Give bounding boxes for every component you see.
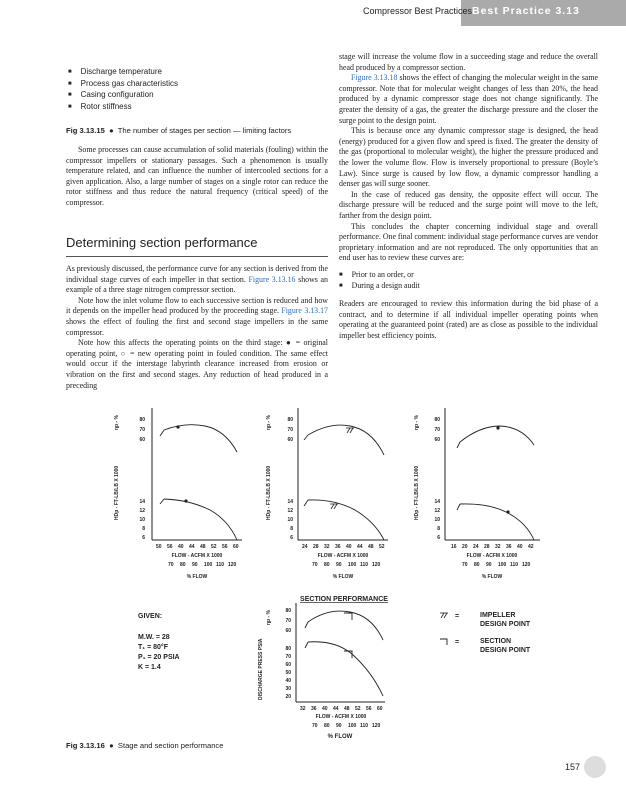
tick-label: 24 bbox=[302, 544, 308, 550]
tick-label: 6 bbox=[142, 535, 145, 541]
figure-link[interactable]: Figure 3.13.16 bbox=[248, 274, 296, 284]
tick-label: 80 bbox=[180, 562, 186, 568]
section-tag: Best Practice 3.13 bbox=[472, 5, 580, 17]
section-design-point-icon bbox=[440, 639, 447, 645]
tick-label: 36 bbox=[506, 544, 512, 550]
tick-label: 56 bbox=[222, 544, 228, 550]
given-value: P₁ = 20 PSIA bbox=[138, 654, 180, 661]
tick-label: 32 bbox=[495, 544, 501, 550]
surge-line bbox=[304, 435, 308, 440]
caption-text: The number of stages per section — limiting factors bbox=[117, 126, 292, 135]
tick-label: 70 bbox=[434, 427, 440, 433]
percent-flow-label: % FLOW bbox=[481, 574, 503, 580]
tick-label: 70 bbox=[462, 562, 468, 568]
figure-link[interactable]: Figure 3.13.18 bbox=[351, 73, 398, 83]
tick-label: 48 bbox=[368, 544, 374, 550]
tick-label: 90 bbox=[486, 562, 492, 568]
heading-rule bbox=[66, 256, 328, 257]
tick-label: 80 bbox=[434, 417, 440, 423]
tick-label: 80 bbox=[474, 562, 480, 568]
operating-point bbox=[176, 425, 179, 428]
head-curve bbox=[164, 499, 237, 540]
pressure-axis-label: DISCHARGE PRESS PSIA bbox=[258, 638, 264, 700]
paragraph: Some processes can cause accumulation of solid materials (fouling) within the compressor impellers or stationary passages. Such a phenomenon is usually temperature related, and can influence the number of intercooled sections for a given application. Also, a large number of stages on a single rotor can reduce the rotor stiffness and thus reduce the natural frequency (critical speed) of the compressor. bbox=[66, 145, 328, 207]
efficiency-axis-label: ηp - % bbox=[266, 415, 272, 430]
head-axis-label: HDp - FT-LB/LB X 1000 bbox=[414, 465, 420, 520]
tick-label: 120 bbox=[372, 562, 381, 568]
tick-label: 80 bbox=[285, 646, 291, 652]
tick-label: 70 bbox=[139, 427, 145, 433]
tick-label: 6 bbox=[437, 535, 440, 541]
tick-label: 80 bbox=[324, 723, 330, 729]
operating-point bbox=[184, 499, 187, 502]
tick-label: 110 bbox=[360, 562, 369, 568]
tick-label: 80 bbox=[287, 417, 293, 423]
head-axis-label: HDp - FT-LB/LB X 1000 bbox=[114, 465, 120, 520]
tick-label: 40 bbox=[346, 544, 352, 550]
tick-label: 20 bbox=[285, 694, 291, 700]
tick-label: 8 bbox=[142, 526, 145, 532]
efficiency-axis-label: ηp - % bbox=[414, 415, 420, 430]
tick-label: 14 bbox=[139, 499, 145, 505]
paragraph: This concludes the chapter concerning individual stage and overall performance. One final comment: individual stage performance curves are vendor proprietary information and are not reproduced. The only opportunities that an end user has to review these curves are: bbox=[339, 221, 598, 263]
tick-label: 60 bbox=[285, 662, 291, 668]
figure-link[interactable]: Figure 3.13.17 bbox=[281, 306, 328, 316]
tick-label: 24 bbox=[473, 544, 479, 550]
efficiency-curve bbox=[308, 425, 384, 455]
tick-label: 48 bbox=[200, 544, 206, 550]
left-column-top bbox=[66, 145, 328, 209]
tick-label: 48 bbox=[344, 706, 350, 712]
list-item: ■ Rotor stiffness bbox=[68, 102, 178, 114]
tick-label: 60 bbox=[377, 706, 383, 712]
tick-label: 60 bbox=[139, 437, 145, 443]
tick-label: 70 bbox=[287, 427, 293, 433]
caption-text: Stage and section performance bbox=[117, 741, 224, 750]
paragraph: stage will increase the volume flow in a succeeding stage and reduce the overall head produced by a compressor section. bbox=[339, 52, 598, 72]
surge-line bbox=[305, 622, 308, 628]
tick-label: 44 bbox=[189, 544, 195, 550]
paragraph: This is because once any dynamic compressor stage is designed, the head (energy) produced for a given flow and speed is fixed. The greater the density of the gas (proportional to molecular weight), the higher the pressure produced and the lower the volume flow. Flow is inversely proportional to pressure (Boyle’s Law). Since surge is caused by low flow, a dynamic compressor handling a denser gas will surge sooner. bbox=[339, 126, 598, 189]
tick-label: 12 bbox=[287, 508, 293, 514]
legend-label: SECTION DESIGN POINT bbox=[480, 638, 531, 654]
tick-label: 110 bbox=[510, 562, 519, 568]
given-value: K = 1.4 bbox=[138, 664, 161, 671]
tick-label: 40 bbox=[178, 544, 184, 550]
tick-label: 60 bbox=[434, 437, 440, 443]
tick-label: 100 bbox=[498, 562, 507, 568]
tick-label: 70 bbox=[168, 562, 174, 568]
tick-label: 8 bbox=[437, 526, 440, 532]
tick-label: 80 bbox=[285, 608, 291, 614]
figure-caption-15: Fig 3.13.15 ● The number of stages per section — limiting factors bbox=[66, 126, 292, 135]
tick-label: 6 bbox=[290, 535, 293, 541]
section-efficiency-curve bbox=[308, 611, 383, 640]
list-item: ■ Prior to an order, or bbox=[339, 270, 598, 282]
tick-label: 10 bbox=[434, 517, 440, 523]
figure-caption-16: Fig 3.13.16 ● Stage and section performance bbox=[66, 741, 224, 750]
operating-point bbox=[506, 510, 509, 513]
stage-chart-2 bbox=[266, 408, 388, 580]
impeller-design-point-marker bbox=[330, 504, 338, 509]
list-item: ■ During a design audit bbox=[339, 281, 598, 293]
page-number: 157 bbox=[565, 762, 581, 772]
tick-label: 60 bbox=[233, 544, 239, 550]
tick-label: 52 bbox=[211, 544, 217, 550]
tick-label: 20 bbox=[462, 544, 468, 550]
paragraph: Note how the inlet volume flow to each successive section is reduced and how it depends on the impeller head produced by the proceeding stage. Figure 3.13.17 shows the effect of fouling the first and second stage impellers in the same compressor. bbox=[66, 295, 328, 337]
tick-label: 60 bbox=[285, 628, 291, 634]
surge-line bbox=[457, 442, 460, 448]
tick-label: 110 bbox=[360, 723, 369, 729]
percent-flow-label: % FLOW bbox=[327, 734, 353, 740]
stage-and-section-performance-figure bbox=[0, 400, 626, 770]
stage-chart-3 bbox=[414, 408, 540, 580]
tick-label: 90 bbox=[336, 723, 342, 729]
tick-label: 42 bbox=[528, 544, 534, 550]
surge-line bbox=[305, 642, 308, 648]
left-column-body bbox=[66, 264, 328, 391]
impeller-design-point-icon bbox=[440, 613, 448, 618]
tick-label: 44 bbox=[357, 544, 363, 550]
tick-label: 52 bbox=[355, 706, 361, 712]
tick-label: 80 bbox=[324, 562, 330, 568]
tick-label: 12 bbox=[139, 508, 145, 514]
legend-symbol: = bbox=[455, 613, 460, 620]
tick-label: 36 bbox=[311, 706, 317, 712]
tick-label: 10 bbox=[287, 517, 293, 523]
section-design-point-marker bbox=[344, 613, 352, 620]
page-marker bbox=[584, 756, 606, 778]
tick-label: 120 bbox=[522, 562, 531, 568]
tick-label: 90 bbox=[192, 562, 198, 568]
figure-number: Fig 3.13.16 bbox=[66, 741, 105, 750]
efficiency-axis-label: ηp - % bbox=[266, 610, 272, 625]
section-heading: Determining section performance bbox=[66, 235, 258, 250]
tick-label: 120 bbox=[228, 562, 237, 568]
paragraph: Readers are encouraged to review this information during the bid phase of a contract, and to determine if all individual impeller operating points when operating at the guaranteed point (rated) are as close as possible to the individual impeller best efficiency points. bbox=[339, 299, 598, 340]
tick-label: 40 bbox=[285, 678, 291, 684]
tick-label: 12 bbox=[434, 508, 440, 514]
head-axis-label: HDp - FT-LB/LB X 1000 bbox=[266, 465, 272, 520]
tick-label: 32 bbox=[324, 544, 330, 550]
surge-line bbox=[160, 499, 164, 504]
tick-label: 14 bbox=[434, 499, 440, 505]
legend-label: IMPELLER DESIGN POINT bbox=[480, 612, 531, 628]
flow-axis-label: FLOW - ACFM X 1000 bbox=[317, 553, 369, 559]
tick-label: 16 bbox=[451, 544, 457, 550]
given-label: GIVEN: bbox=[138, 613, 163, 620]
operating-point bbox=[496, 426, 499, 429]
paragraph: Figure 3.13.18 shows the effect of changing the molecular weight in the same compressor. Note that for molecular weight changes of less than 20%, the head produced by a dynamic compressor stage does not change significantly. The greater the density of a gas, the greater the discharge pressure and the closer the surge point to the design point. bbox=[339, 73, 598, 125]
legend-symbol: = bbox=[455, 639, 460, 646]
list-item: ■ Process gas characteristics bbox=[68, 79, 178, 91]
flow-axis-label: FLOW - ACFM X 1000 bbox=[171, 553, 223, 559]
figure-number: Fig 3.13.15 bbox=[66, 126, 105, 135]
list-item: ■ Discharge temperature bbox=[68, 67, 178, 79]
tick-label: 14 bbox=[287, 499, 293, 505]
tick-label: 56 bbox=[167, 544, 173, 550]
paragraph: As previously discussed, the performance curve for any section is derived from the individual stage curves of each impeller in that section. Figure 3.13.16 shows an example of a three stage nitrogen compressor section. bbox=[66, 264, 329, 295]
surge-line bbox=[304, 500, 308, 506]
percent-flow-label: % FLOW bbox=[186, 574, 208, 580]
tick-label: 70 bbox=[285, 618, 291, 624]
given-value: T₁ = 80°F bbox=[138, 644, 169, 651]
section-design-point-marker bbox=[344, 651, 352, 658]
section-pressure-curve bbox=[308, 642, 383, 696]
tick-label: 100 bbox=[348, 562, 357, 568]
percent-flow-label: % FLOW bbox=[332, 574, 354, 580]
paragraph: Note how this affects the operating points on the third stage: ● = original operating point, ○ = new operating point in fouled condition. The same effect would occur if the interstage labyrinth clearance increased from erosion or vibration on the first and second stages. Any reduction of head produced in a preceding bbox=[66, 338, 328, 390]
surge-line bbox=[160, 430, 164, 436]
flow-axis-label: FLOW - ACFM X 1000 bbox=[466, 553, 518, 559]
tick-label: 30 bbox=[285, 686, 291, 692]
head-curve bbox=[308, 500, 384, 540]
efficiency-curve bbox=[164, 425, 237, 452]
tick-label: 50 bbox=[156, 544, 162, 550]
tick-label: 52 bbox=[379, 544, 385, 550]
tick-label: 28 bbox=[484, 544, 490, 550]
given-value: M.W. = 28 bbox=[138, 634, 170, 641]
impeller-design-point-marker bbox=[346, 428, 354, 433]
tick-label: 90 bbox=[336, 562, 342, 568]
tick-label: 36 bbox=[335, 544, 341, 550]
flow-axis-label: FLOW - ACFM X 1000 bbox=[315, 714, 367, 720]
tick-label: 110 bbox=[216, 562, 225, 568]
tick-label: 32 bbox=[300, 706, 306, 712]
surge-line bbox=[457, 504, 460, 510]
tick-label: 100 bbox=[204, 562, 213, 568]
tick-label: 120 bbox=[372, 723, 381, 729]
section-performance-chart bbox=[138, 596, 531, 740]
right-column bbox=[339, 52, 598, 341]
tick-label: 80 bbox=[139, 417, 145, 423]
tick-label: 60 bbox=[287, 437, 293, 443]
tick-label: 70 bbox=[312, 562, 318, 568]
section-performance-title: SECTION PERFORMANCE bbox=[300, 596, 388, 603]
tick-label: 44 bbox=[333, 706, 339, 712]
head-curve bbox=[460, 504, 534, 540]
running-head: Compressor Best Practices bbox=[363, 6, 473, 16]
list-item: ■ Casing configuration bbox=[68, 90, 178, 102]
tick-label: 56 bbox=[366, 706, 372, 712]
tick-label: 50 bbox=[285, 670, 291, 676]
tick-label: 8 bbox=[290, 526, 293, 532]
tick-label: 40 bbox=[517, 544, 523, 550]
review-list bbox=[339, 270, 598, 293]
paragraph: In the case of reduced gas density, the opposite effect will occur. The discharge pressure will be reduced and the surge point will move to the left, farther from the design point. bbox=[339, 189, 598, 220]
tick-label: 28 bbox=[313, 544, 319, 550]
tick-label: 70 bbox=[312, 723, 318, 729]
tick-label: 100 bbox=[348, 723, 357, 729]
tick-label: 10 bbox=[139, 517, 145, 523]
stage-chart-1 bbox=[114, 408, 242, 580]
efficiency-axis-label: ηp - % bbox=[114, 415, 120, 430]
limiting-factors-list bbox=[68, 67, 178, 113]
tick-label: 70 bbox=[285, 654, 291, 660]
tick-label: 40 bbox=[322, 706, 328, 712]
